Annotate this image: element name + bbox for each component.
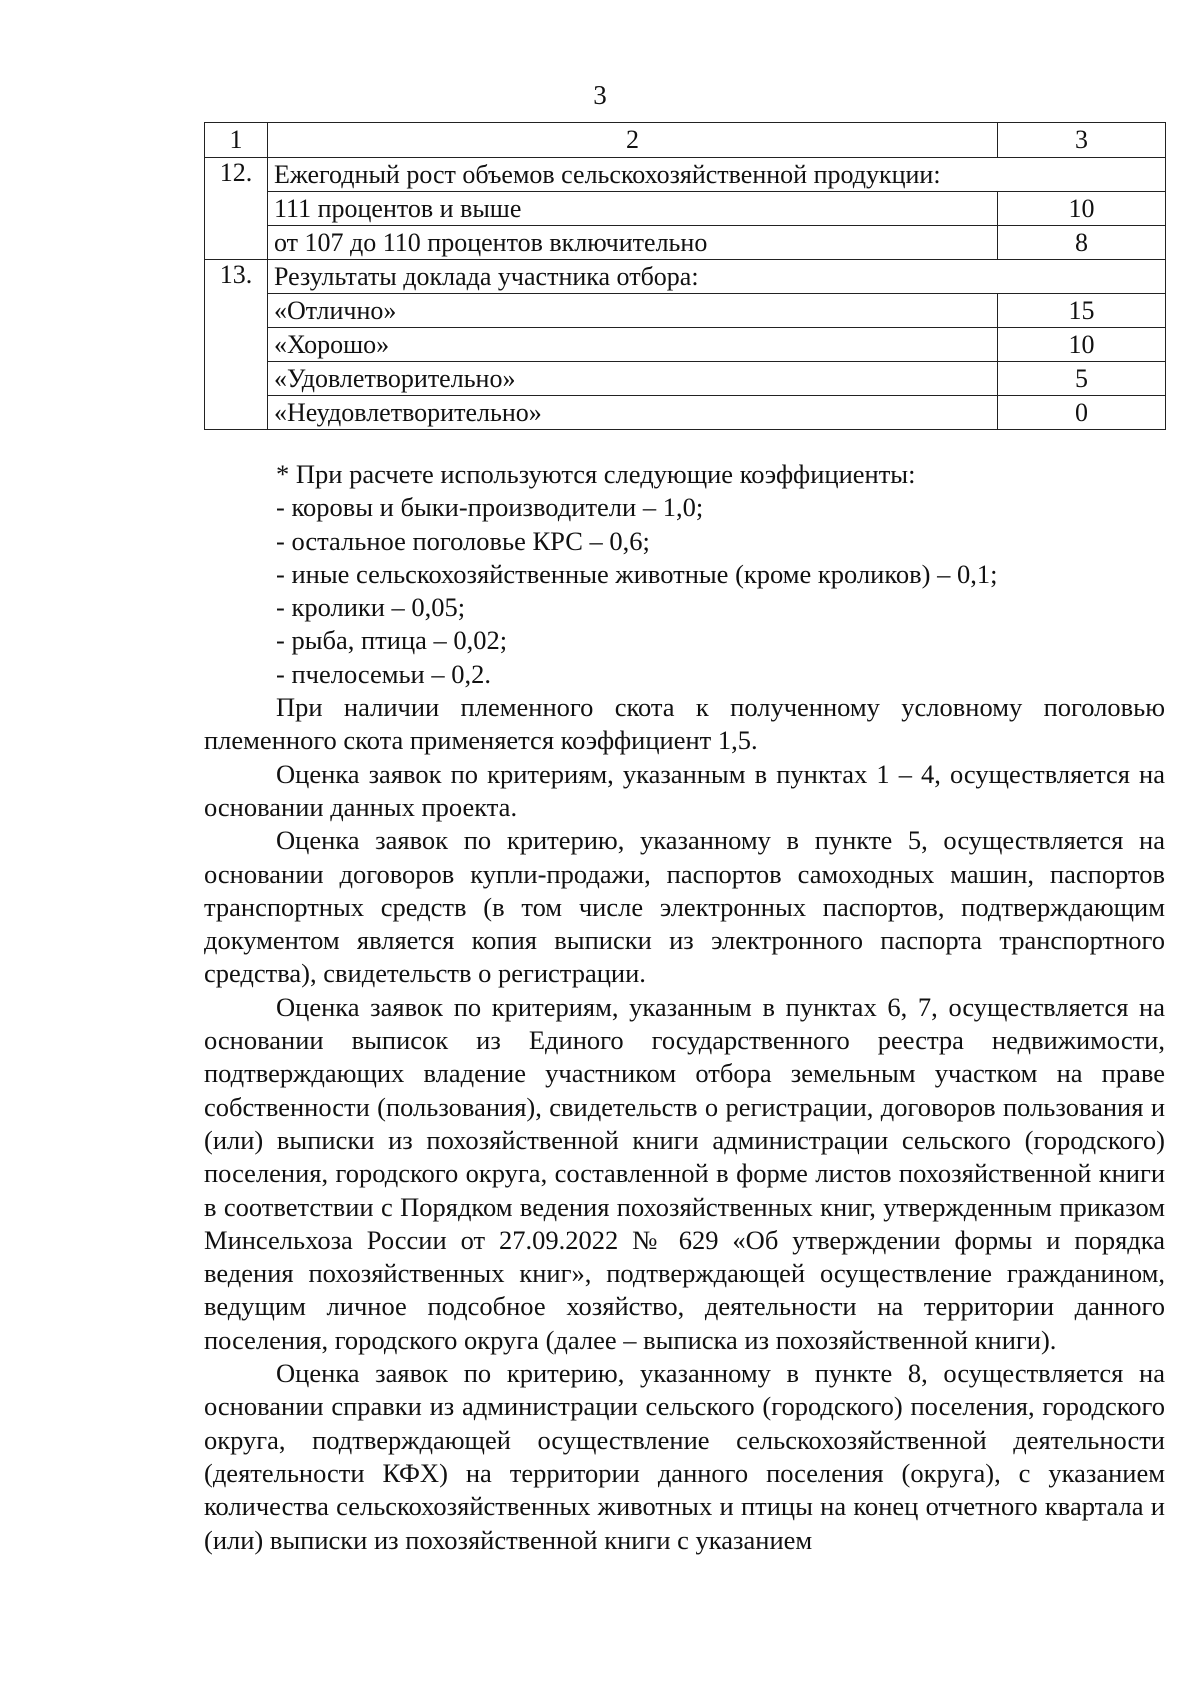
paragraph: При наличии племенного скота к полученному условному поголовью племенного скота применяется коэффициент 1,5.: [204, 692, 1165, 756]
criterion-option: «Отлично»: [268, 294, 998, 328]
criterion-option: «Неудовлетворительно»: [268, 396, 998, 430]
table-row: [205, 260, 1166, 294]
table-row: [205, 362, 1166, 396]
table-row: [205, 226, 1166, 260]
criterion-number: 12.: [205, 158, 268, 260]
criterion-points: 8: [998, 226, 1166, 260]
table-row: [205, 294, 1166, 328]
coefficient-item: - пчелосемьи – 0,2.: [276, 658, 491, 689]
coefficient-item: - остальное поголовье КРС – 0,6;: [276, 525, 650, 556]
criterion-points: 15: [998, 294, 1166, 328]
criterion-number: 13.: [205, 260, 268, 430]
header-cell: 1: [205, 123, 268, 158]
criterion-points: 5: [998, 362, 1166, 396]
coefficients-intro: * При расчете используются следующие коэффициенты:: [276, 459, 916, 489]
coefficient-item: - рыба, птица – 0,02;: [276, 625, 508, 656]
paragraph: Оценка заявок по критерию, указанному в пункте 8, осуществляется на основании справки из администрации сельского (городского) поселения, городского округа, подтверждающей осуществление сельскохозяйственной деятельности (деятельности КФХ) на территории данного поселения (округа), с указанием количества сельскохозяйственных животных и птицы на конец отчетного квартала и (или) выписки из похозяйственной книги с указанием: [204, 1358, 1165, 1555]
criterion-title: Ежегодный рост объемов сельскохозяйственной продукции:: [268, 158, 1166, 192]
paragraph: Оценка заявок по критерию, указанному в пункте 5, осуществляется на основании договоров купли-продажи, паспортов самоходных машин, паспортов транспортных средств (в том числе электронных паспортов, подтверждающим документом является копия выписки из электронного паспорта транспортного средства), свидетельств о регистрации.: [204, 825, 1165, 989]
criterion-option: «Удовлетворительно»: [268, 362, 998, 396]
header-cell: 3: [998, 123, 1166, 158]
paragraph: Оценка заявок по критериям, указанным в пунктах 6, 7, осуществляется на основании выписок из Единого государственного реестра недвижимости, подтверждающих владение участником отбора земельным участком на праве собственности (пользования), свидетельств о регистрации, договоров пользования и (или) выписки из похозяйственной книги администрации сельского (городского) поселения, городского округа, составленной в форме листов похозяйственной книги в соответствии с Порядком ведения похозяйственных книг, утвержденным приказом Минсельхоза России от 27.09.2022 № 629 «Об утверждении формы и порядка ведения похозяйственных книг», подтверждающей осуществление гражданином, ведущим личное подсобное хозяйство, деятельности на территории данного поселения, городского округа (далее – выписка из похозяйственной книги).: [204, 991, 1165, 1355]
table-row: [205, 192, 1166, 226]
body-text: [204, 458, 1165, 1557]
coefficient-item: - коровы и быки-производители – 1,0;: [276, 492, 704, 523]
coefficient-item: - кролики – 0,05;: [276, 592, 466, 623]
table-row: [205, 328, 1166, 362]
criterion-points: 0: [998, 396, 1166, 430]
table-row: [205, 158, 1166, 192]
header-cell: 2: [268, 123, 998, 158]
criterion-option: «Хорошо»: [268, 328, 998, 362]
criterion-title: Результаты доклада участника отбора:: [268, 260, 1166, 294]
paragraph: Оценка заявок по критериям, указанным в пунктах 1 – 4, осуществляется на основании данных проекта.: [204, 758, 1165, 822]
criteria-table: [204, 122, 1166, 430]
criterion-points: 10: [998, 328, 1166, 362]
table-header-row: [205, 123, 1166, 158]
coefficient-item: - иные сельскохозяйственные животные (кроме кроликов) – 0,1;: [276, 558, 998, 589]
criterion-points: 10: [998, 192, 1166, 226]
criterion-option: 111 процентов и выше: [268, 192, 998, 226]
page-number: 3: [593, 80, 607, 110]
criterion-option: от 107 до 110 процентов включительно: [268, 226, 998, 260]
table-row: [205, 396, 1166, 430]
